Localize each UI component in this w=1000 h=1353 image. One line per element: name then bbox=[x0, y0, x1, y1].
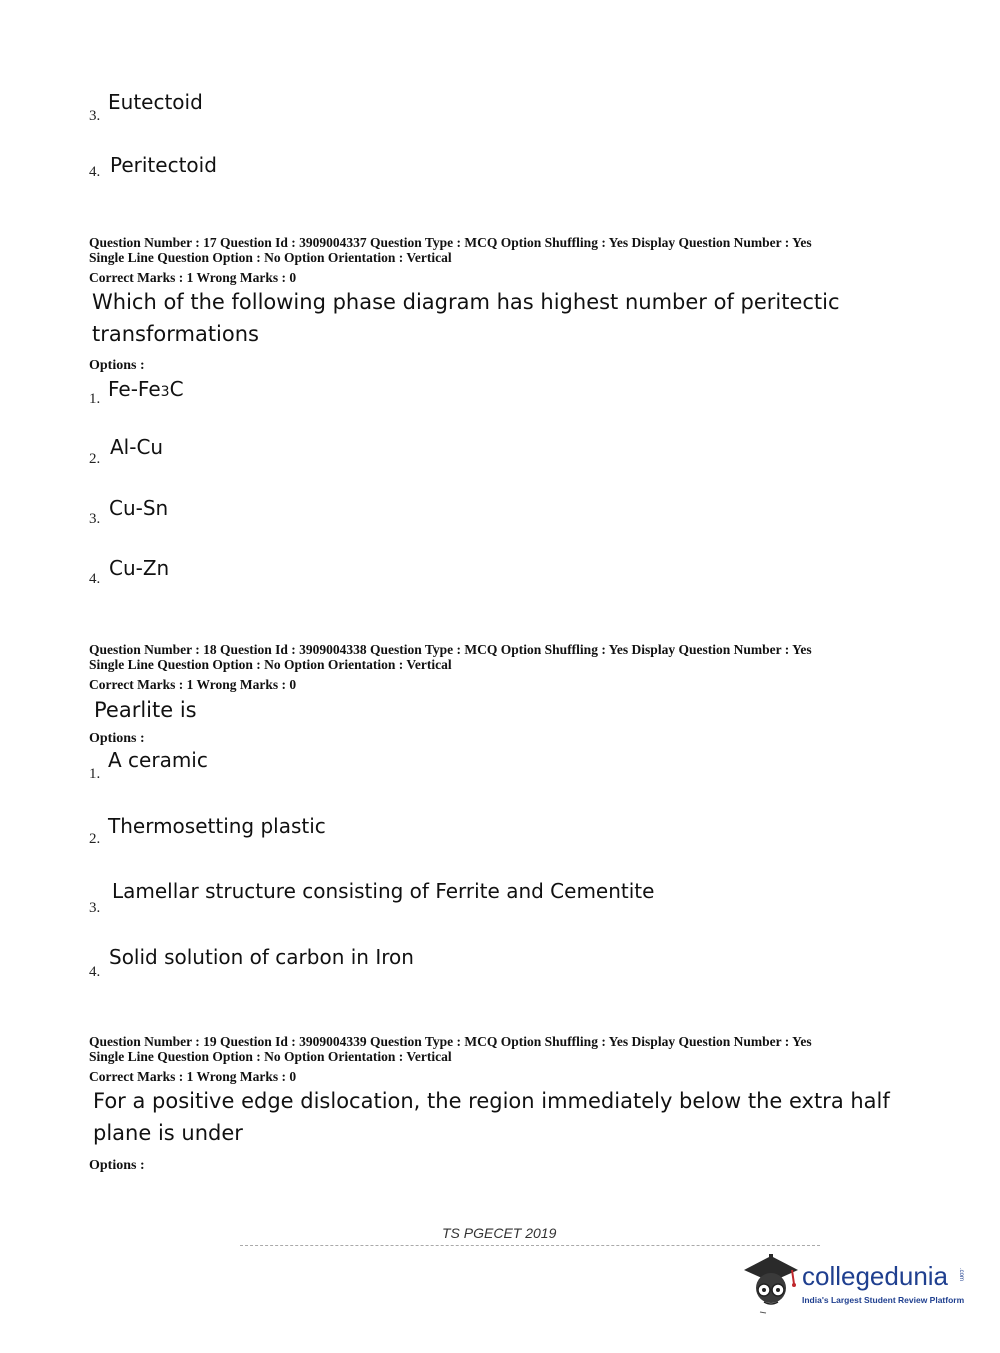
question-text-line2: plane is under bbox=[93, 1121, 243, 1145]
option-number: 4. bbox=[89, 964, 101, 980]
logo-name: collegedunia bbox=[802, 1261, 949, 1291]
option-number: 1. bbox=[89, 391, 101, 407]
question-meta-line2: Single Line Question Option : No Option Orientation : Vertical bbox=[89, 657, 452, 672]
option-text: Fe-Fe3C bbox=[108, 377, 184, 401]
option-number: 3. bbox=[89, 900, 101, 916]
option-text: Cu-Sn bbox=[109, 496, 169, 520]
option-number: 3. bbox=[89, 511, 101, 527]
option-text: Peritectoid bbox=[110, 153, 217, 177]
logo-tagline: India's Largest Student Review Platform bbox=[802, 1295, 965, 1305]
option-text: Solid solution of carbon in Iron bbox=[109, 945, 414, 969]
option-text: Al-Cu bbox=[110, 435, 164, 459]
subscript: 3 bbox=[160, 384, 170, 400]
question-text-line2: transformations bbox=[92, 322, 259, 346]
option-number: 1. bbox=[89, 766, 101, 782]
options-label: Options : bbox=[89, 731, 145, 746]
options-label: Options : bbox=[89, 1158, 145, 1173]
question-marks: Correct Marks : 1 Wrong Marks : 0 bbox=[89, 270, 297, 285]
options-label: Options : bbox=[89, 358, 145, 373]
question-marks: Correct Marks : 1 Wrong Marks : 0 bbox=[89, 1069, 297, 1084]
option-number: 4. bbox=[89, 164, 101, 180]
question-text-line1: For a positive edge dislocation, the region immediately below the extra half bbox=[93, 1089, 890, 1113]
footer-exam-title: TS PGECET 2019 bbox=[442, 1225, 557, 1241]
option-text: A ceramic bbox=[108, 748, 208, 772]
question-meta-line1: Question Number : 18 Question Id : 3909004338 Question Type : MCQ Option Shuffling : Yes Display Question Number : Yes bbox=[89, 642, 812, 657]
option-number: 2. bbox=[89, 451, 101, 467]
collegedunia-logo bbox=[742, 1248, 972, 1316]
question-text-line1: Which of the following phase diagram has highest number of peritectic bbox=[92, 290, 840, 314]
option-number: 3. bbox=[89, 108, 101, 124]
option-text: Thermosetting plastic bbox=[108, 814, 326, 838]
question-marks: Correct Marks : 1 Wrong Marks : 0 bbox=[89, 677, 297, 692]
mascot-icon bbox=[742, 1248, 800, 1314]
option-text: Eutectoid bbox=[108, 90, 203, 114]
option-number: 2. bbox=[89, 831, 101, 847]
option-text: Cu-Zn bbox=[109, 556, 170, 580]
question-text: Pearlite is bbox=[94, 698, 197, 722]
question-meta-line1: Question Number : 17 Question Id : 3909004337 Question Type : MCQ Option Shuffling : Yes Display Question Number : Yes bbox=[89, 235, 812, 250]
question-meta-line2: Single Line Question Option : No Option Orientation : Vertical bbox=[89, 250, 452, 265]
option-number: 4. bbox=[89, 571, 101, 587]
question-meta-line1: Question Number : 19 Question Id : 3909004339 Question Type : MCQ Option Shuffling : Yes Display Question Number : Yes bbox=[89, 1034, 812, 1049]
option-text: Lamellar structure consisting of Ferrite and Cementite bbox=[112, 879, 655, 903]
footer-divider bbox=[240, 1245, 820, 1246]
logo-suffix: .com bbox=[958, 1268, 964, 1282]
question-meta-line2: Single Line Question Option : No Option Orientation : Vertical bbox=[89, 1049, 452, 1064]
